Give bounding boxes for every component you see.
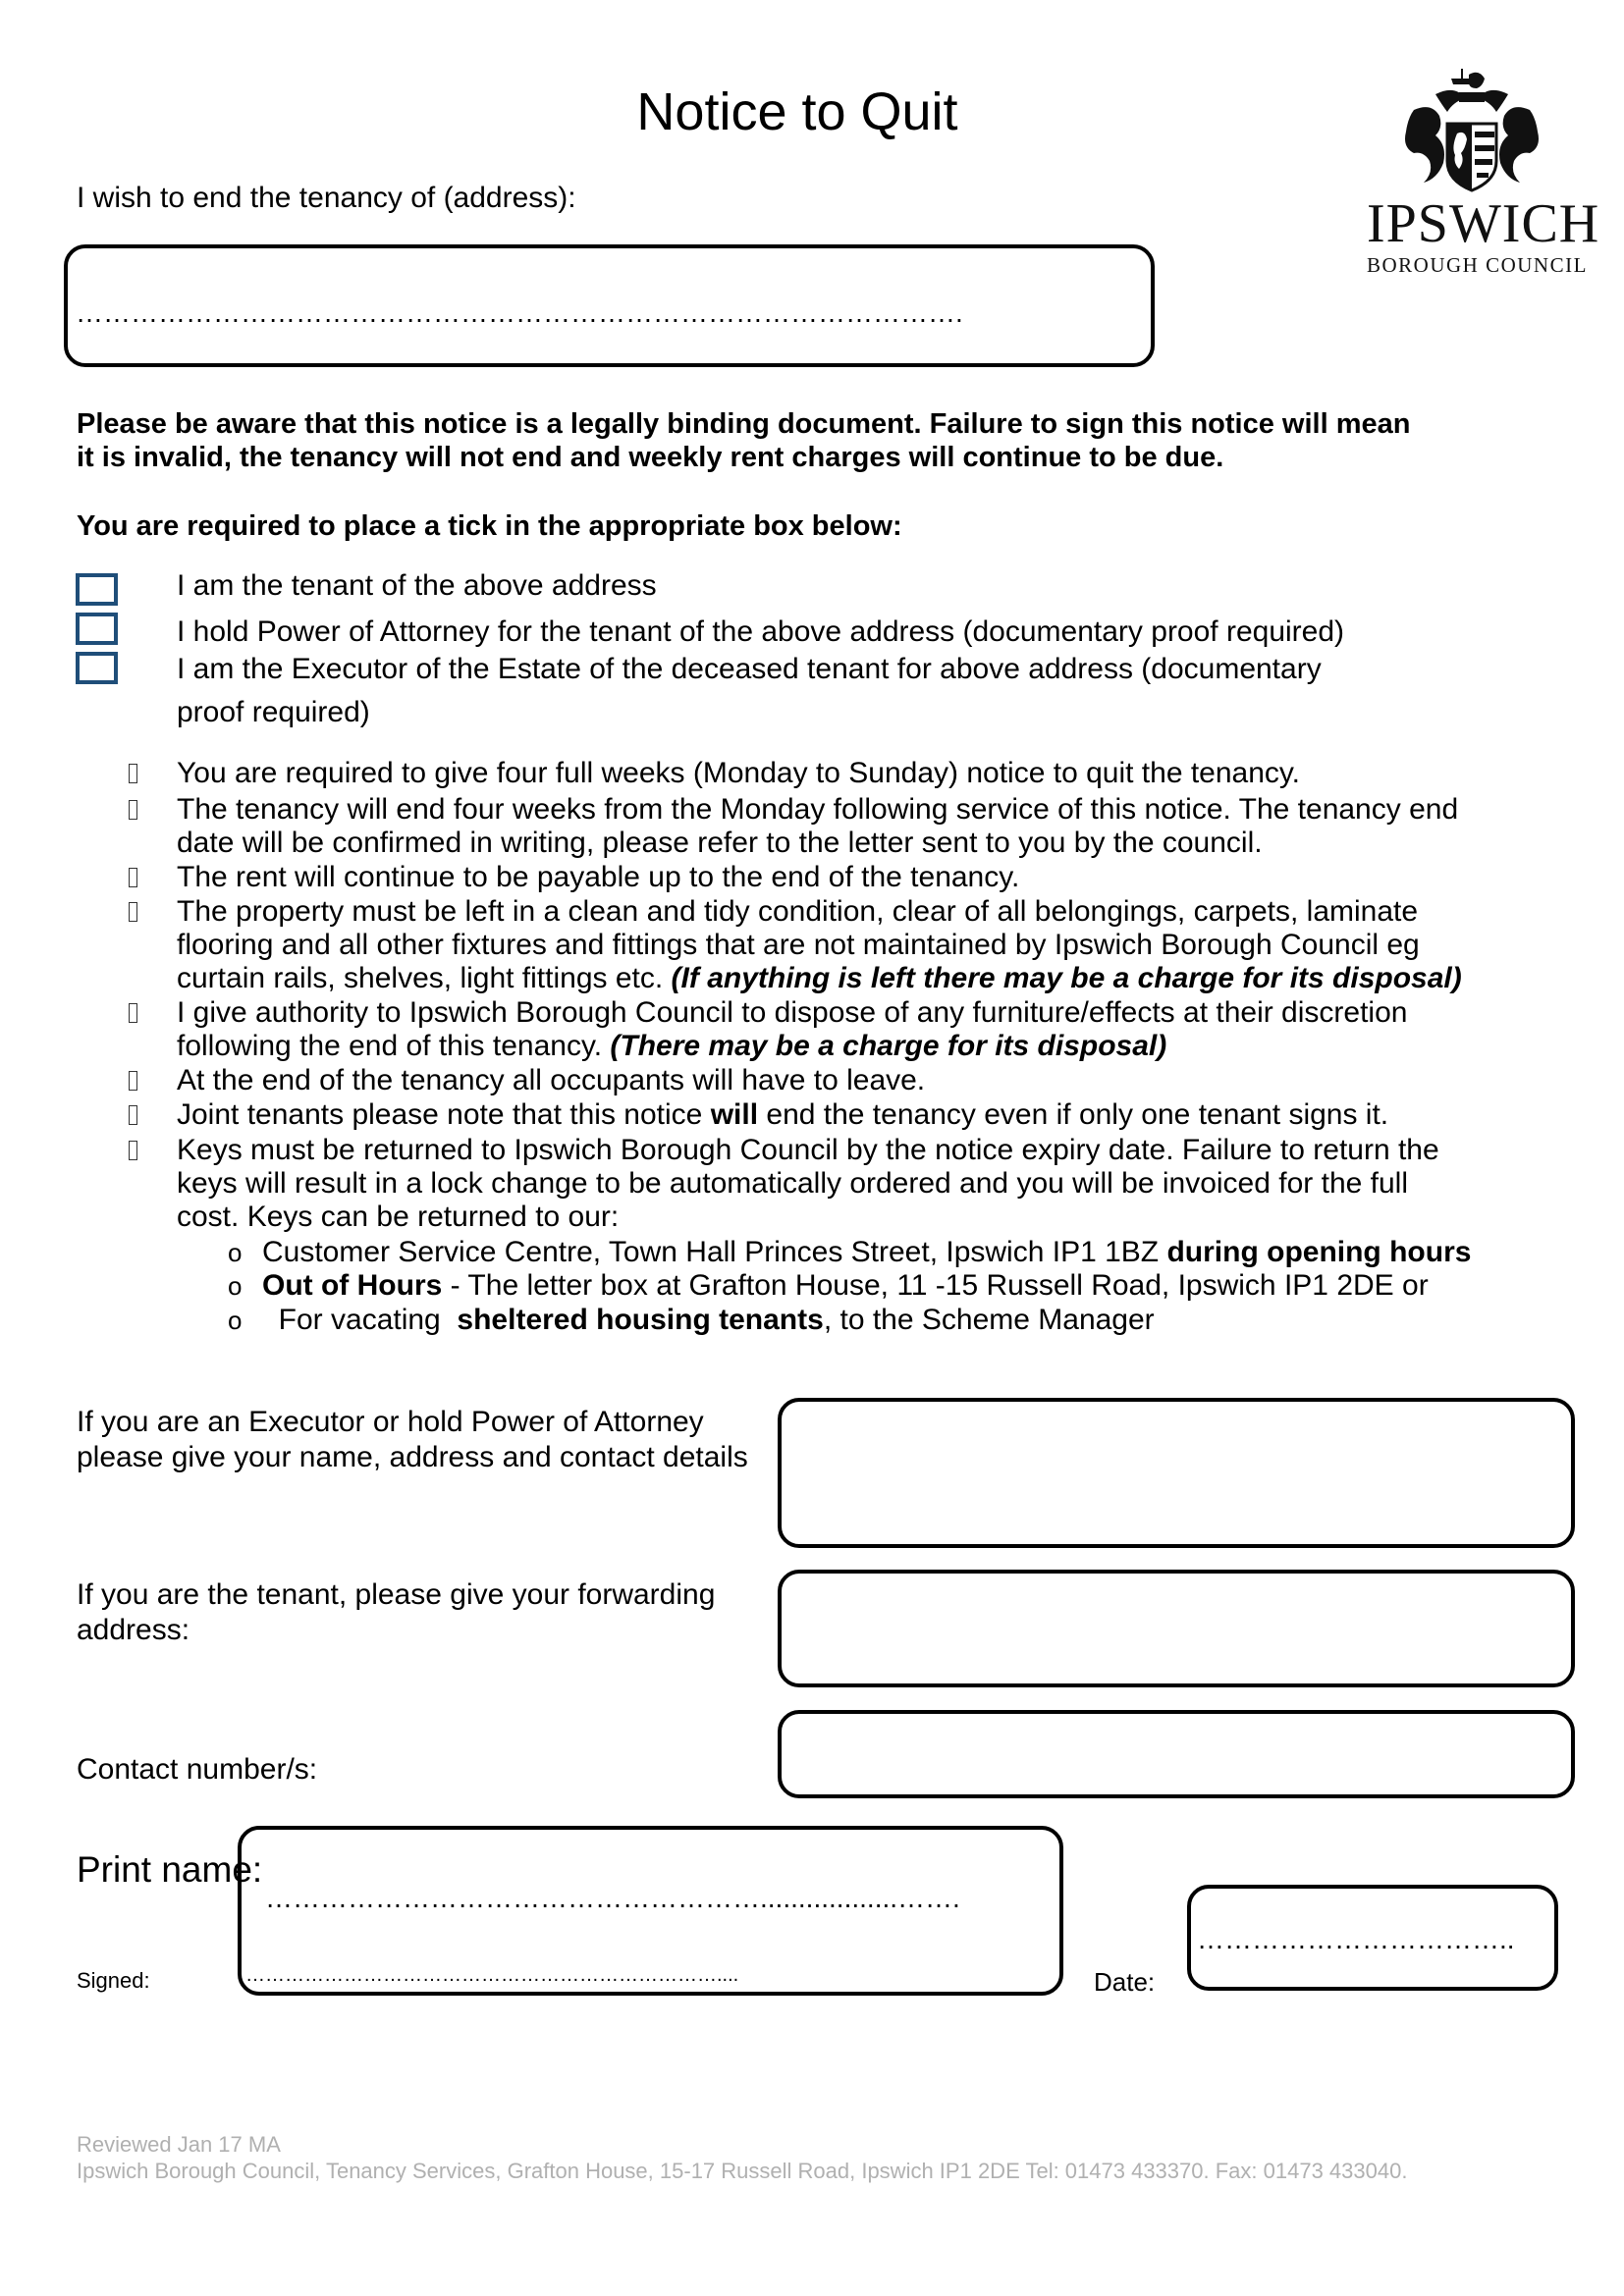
sub-list-item-emphasis: during opening hours [1166, 1236, 1472, 1268]
list-item: I give authority to Ipswich Borough Council to dispose of any furniture/effects at their discretion [177, 996, 1408, 1029]
list-item-text: following the end of this tenancy. [177, 1030, 611, 1062]
bullet-icon [129, 800, 137, 820]
sub-list-item [262, 1269, 1429, 1303]
checkbox-executor[interactable] [76, 652, 118, 684]
list-item-cont: flooring and all other fixtures and fittings that are not maintained by Ipswich Borough Council eg [177, 929, 1420, 961]
date-dotted-line: …………………………….. [1197, 1926, 1515, 1953]
sub-bullet-icon: o [228, 1238, 243, 1267]
contact-number-field[interactable] [778, 1710, 1575, 1798]
address-dotted-line: ……………………………………………………………………………………. [76, 299, 963, 327]
review-note: Reviewed Jan 17 MA [77, 2132, 281, 2157]
sub-list-item [262, 1304, 1155, 1337]
contact-number-label: Contact number/s: [77, 1753, 318, 1786]
forwarding-address-field[interactable] [778, 1570, 1575, 1687]
list-item: Keys must be returned to Ipswich Borough Council by the notice expiry date. Failure to return the [177, 1134, 1439, 1166]
list-item-text: curtain rails, shelves, light fittings etc. [177, 962, 672, 994]
signed-label: Signed: [77, 1968, 150, 1993]
sub-list-item-emphasis: sheltered housing tenants [457, 1304, 824, 1336]
list-item: You are required to give four full weeks (Monday to Sunday) notice to quit the tenancy. [177, 757, 1301, 789]
sub-list-item [262, 1236, 1471, 1269]
print-name-dotted-line: ………………………………………………..................……. [265, 1885, 960, 1912]
checkbox-power-of-attorney[interactable] [76, 613, 118, 645]
executor-details-label-2: please give your name, address and contact details [77, 1441, 748, 1473]
checkbox-tenant-label: I am the tenant of the above address [177, 569, 657, 602]
address-prompt: I wish to end the tenancy of (address): [77, 182, 576, 214]
footer-address: Ipswich Borough Council, Tenancy Services, Grafton House, 15-17 Russell Road, Ipswich IP1 2DE Tel: 01473 433370. Fax: 01473 433040. [77, 2159, 1408, 2183]
list-item-cont: cost. Keys can be returned to our: [177, 1201, 620, 1233]
checkbox-tenant[interactable] [76, 573, 118, 606]
logo-subtitle: BOROUGH COUNCIL [1367, 253, 1588, 277]
address-field[interactable] [64, 244, 1155, 367]
list-item-text: end the tenancy even if only one tenant signs it. [758, 1098, 1389, 1131]
bullet-icon [129, 1141, 137, 1160]
bullet-icon [129, 868, 137, 887]
list-item: At the end of the tenancy all occupants will have to leave. [177, 1064, 926, 1096]
list-item: The rent will continue to be payable up to the end of the tenancy. [177, 861, 1020, 893]
page-title: Notice to Quit [636, 82, 958, 141]
sub-list-item-emphasis: Out of Hours [262, 1269, 443, 1302]
list-item [177, 1098, 1388, 1132]
list-item: The property must be left in a clean and tidy condition, clear of all belongings, carpets, laminate [177, 895, 1419, 928]
checkbox-power-of-attorney-label: I hold Power of Attorney for the tenant of the above address (documentary proof required) [177, 615, 1345, 648]
list-item-cont [177, 962, 1462, 995]
bullet-icon [129, 1105, 137, 1125]
date-label: Date: [1094, 1967, 1156, 1997]
disposal-charge-note: (If anything is left there may be a charge for its disposal) [671, 962, 1462, 994]
legal-warning-line-1: Please be aware that this notice is a legally binding document. Failure to sign this notice will mean [77, 408, 1411, 440]
disposal-charge-note: (There may be a charge for its disposal) [610, 1030, 1167, 1062]
bullet-icon [129, 902, 137, 922]
name-signature-field[interactable] [238, 1826, 1063, 1996]
list-item-text: Joint tenants please note that this notice [177, 1098, 711, 1131]
tick-instruction: You are required to place a tick in the appropriate box below: [77, 510, 902, 542]
council-logo [1367, 65, 1600, 281]
logo-wordmark: IPSWICH [1367, 193, 1600, 254]
signature-dotted-line: ……………………………………………………………….... [245, 1965, 739, 1985]
legal-warning-line-2: it is invalid, the tenancy will not end and weekly rent charges will continue to be due. [77, 442, 1224, 473]
checkbox-executor-label-cont: proof required) [177, 696, 370, 728]
bullet-icon [129, 1071, 137, 1091]
executor-details-field[interactable] [778, 1398, 1575, 1548]
bullet-icon [129, 764, 137, 783]
forwarding-address-label-2: address: [77, 1614, 190, 1646]
bullet-icon [129, 1003, 137, 1023]
list-item-cont: keys will result in a lock change to be automatically ordered and you will be invoiced for the full [177, 1167, 1408, 1200]
print-name-label: Print name: [77, 1849, 263, 1890]
sub-list-item-text: - The letter box at Grafton House, 11 -15 Russell Road, Ipswich IP1 2DE or [442, 1269, 1429, 1302]
forwarding-address-label-1: If you are the tenant, please give your forwarding [77, 1578, 716, 1611]
date-field[interactable] [1187, 1885, 1558, 1991]
sub-bullet-icon: o [228, 1271, 243, 1301]
sub-list-item-text: Customer Service Centre, Town Hall Princes Street, Ipswich IP1 1BZ [262, 1236, 1167, 1268]
list-item-cont [177, 1030, 1166, 1063]
sub-list-item-text: , to the Scheme Manager [823, 1304, 1155, 1336]
list-item: The tenancy will end four weeks from the Monday following service of this notice. The tenancy end [177, 793, 1459, 826]
coat-of-arms-icon [1367, 65, 1577, 194]
executor-details-label-1: If you are an Executor or hold Power of Attorney [77, 1406, 704, 1438]
checkbox-executor-label: I am the Executor of the Estate of the deceased tenant for above address (documentary [177, 653, 1322, 685]
sub-list-item-text: For vacating [262, 1304, 458, 1336]
sub-bullet-icon: o [228, 1306, 243, 1335]
list-item-cont: date will be confirmed in writing, please refer to the letter sent to you by the council. [177, 827, 1263, 859]
list-item-emphasis: will [710, 1098, 759, 1131]
